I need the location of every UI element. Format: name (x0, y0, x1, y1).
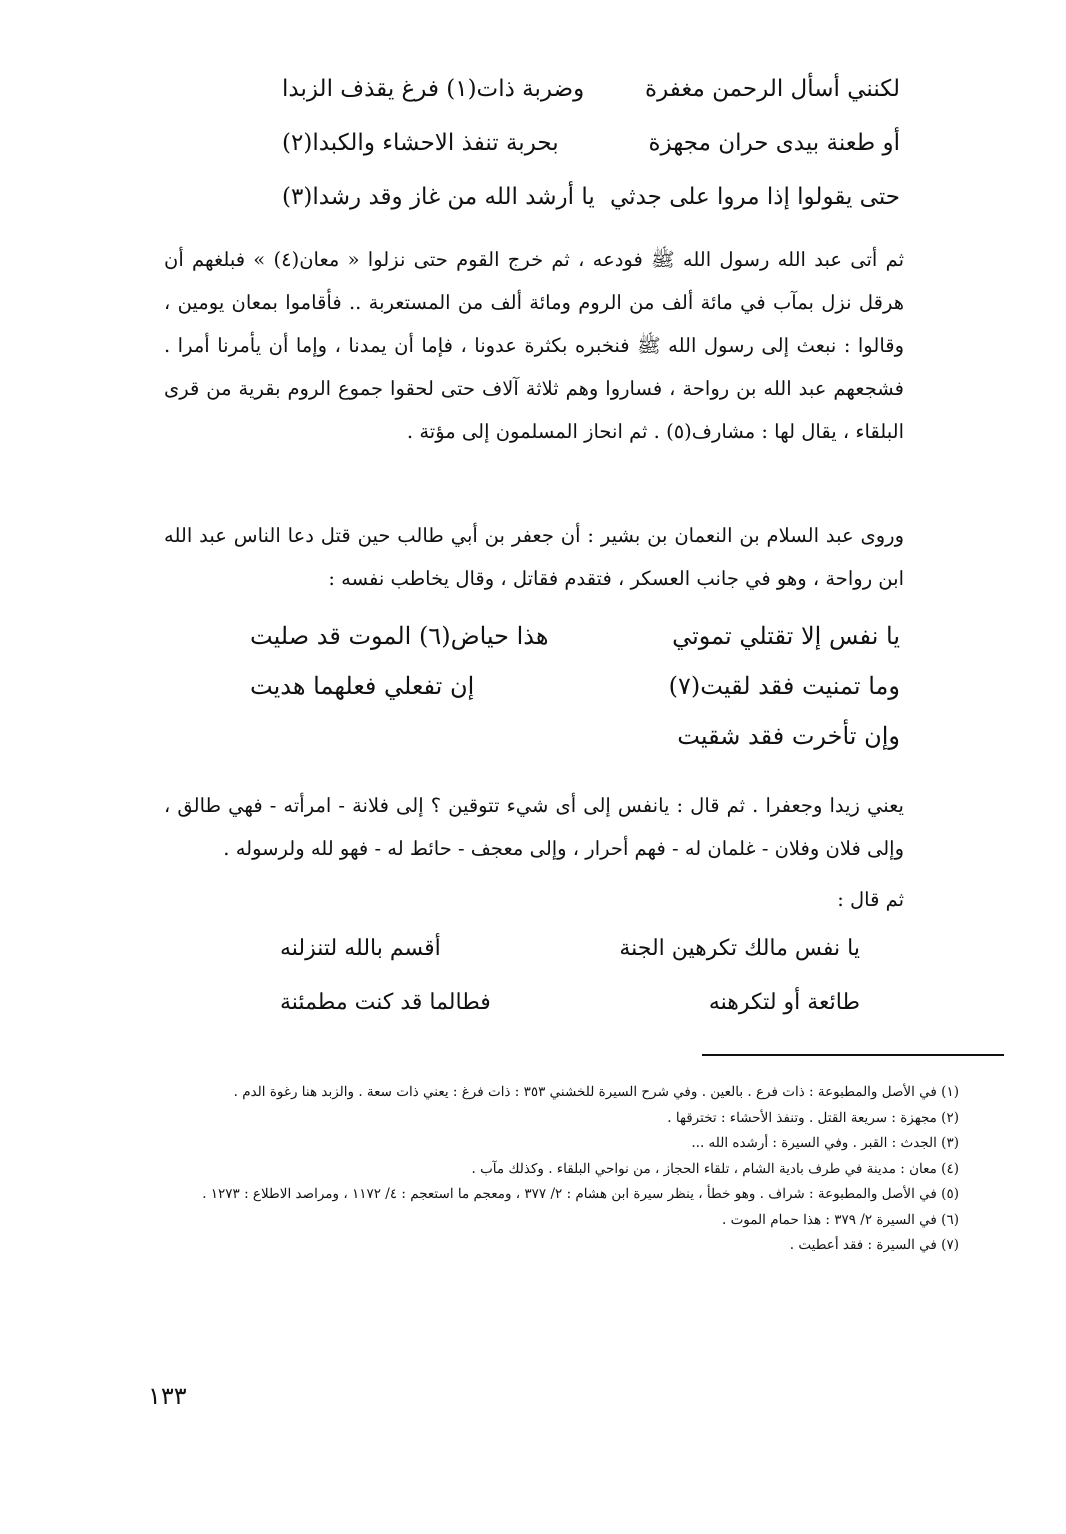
page-number: ١٣٣ (148, 1382, 187, 1410)
verse-line (280, 990, 860, 1044)
verse-first-half: حتى يقولوا إذا مروا على جدثي (610, 184, 900, 210)
verse-second-half: يا أرشد الله من غاز وقد رشدا(٣) (282, 184, 595, 210)
footnote: (٤) معان : مدينة في طرف بادية الشام ، تلقاء الحجاز ، من نواحي البلقاء . وكذلك مآب . (471, 1160, 959, 1177)
footnote-divider (702, 1054, 1004, 1056)
footnote: (٦) في السيرة ٢/ ٣٧٩ : هذا حمام الموت . (721, 1211, 959, 1228)
verse-line (282, 184, 900, 238)
footnote: (١) في الأصل والمطبوعة : ذات فرع . بالعين . وفي شرح السيرة للخشني ٣٥٣ : ذات فرغ : يعني ذات سعة . والزبد هنا رغوة الدم . (233, 1084, 959, 1100)
verse-first-half: أو طعنة بيدى حران مجهزة (648, 130, 900, 156)
verse-first-half: طائعة أو لتكرهنه (708, 990, 860, 1015)
opening-poem (282, 76, 900, 238)
verse-line (250, 672, 900, 722)
footnote: (٥) في الأصل والمطبوعة : شراف . وهو خطأ ، ينظر سيرة ابن هشام : ٢/ ٣٧٧ ، ومعجم ما استعجم : ٤/ ١١٧٢ ، ومراصد الاطلاع : ١٢٧٣ . (202, 1186, 959, 1202)
paragraph-text: ثم قال : (837, 888, 904, 911)
paragraph-text: ثم أتى عبد الله رسول الله ﷺ فودعه ، ثم خرج القوم حتى نزلوا « معان(٤) » فبلغهم أن هرقل نزل بمآب في مائة ألف من الروم ومائة ألف من المستعربة .. فأقاموا بمعان يومين ، وقالوا : نبعث إلى رسول الله ﷺ فنخبره بكثرة عدونا ، فإما أن يمدنا ، وإما أن يأمرنا أمرا . فشجعهم عبد الله بن رواحة ، فساروا وهم ثلاثة آلاف حتى لحقوا جموع الروم بقرية من قرى البلقاء ، يقال لها : مشارف(٥) . ثم انحاز المسلمون إلى مؤتة . (164, 248, 904, 443)
paragraph-march-to-muta (164, 238, 904, 453)
closing-poem (280, 936, 860, 1044)
paragraph-then-said (164, 878, 904, 921)
verse-line (282, 76, 900, 130)
verse-second-half: أقسم بالله لتنزلنه (280, 936, 441, 961)
verse-second-half: هذا حياض(٦) الموت قد صليت (250, 622, 549, 650)
footnote: (٢) مجهزة : سريعة القتل . وتنفذ الأحشاء : تخترقها . (667, 1109, 959, 1126)
paragraph-self-address (164, 784, 904, 870)
verse-second-half: إن تفعلي فعلهما هديت (250, 672, 475, 700)
verse-second-half: فطالما قد كنت مطمئنة (280, 990, 491, 1015)
footnote: (٣) الجدث : القبر . وفي السيرة : أرشده الله ... (691, 1135, 959, 1151)
verse-first-half: يا نفس إلا تقتلي تموتي (672, 622, 900, 650)
verse-first-half: لكنني أسأل الرحمن مغفرة (645, 76, 900, 102)
verse-line (280, 936, 860, 990)
verse-line (250, 722, 900, 772)
verse-line (282, 130, 900, 184)
battle-poem (250, 622, 900, 772)
verse-second-half: وضربة ذات(١) فرغ يقذف الزبدا (282, 76, 585, 102)
paragraph-text: وروى عبد السلام بن النعمان بن بشير : أن جعفر بن أبي طالب حين قتل دعا الناس عبد الله ابن رواحة ، وهو في جانب العسكر ، فتقدم فقاتل ، وقال يخاطب نفسه : (164, 524, 904, 590)
verse-first-half: يا نفس مالك تكرهين الجنة (619, 936, 860, 961)
verse-first-half: وما تمنيت فقد لقيت(٧) (668, 672, 900, 700)
footnotes (99, 1080, 959, 1259)
footnote: (٧) في السيرة : فقد أعطيت . (789, 1237, 959, 1253)
paragraph-text: يعني زيدا وجعفرا . ثم قال : يانفس إلى أى شيء تتوقين ؟ إلى فلانة - امرأته - فهي طالق ، وإلى فلان وفلان - غلمان له - فهم أحرار ، وإلى معجف - حائط له - فهو لله ولرسوله . (164, 794, 904, 860)
verse-line (250, 622, 900, 672)
verse-first-half: وإن تأخرت فقد شقيت (677, 722, 900, 750)
verse-second-half: بحربة تنفذ الاحشاء والكبدا(٢) (282, 130, 559, 156)
paragraph-narration (164, 514, 904, 600)
